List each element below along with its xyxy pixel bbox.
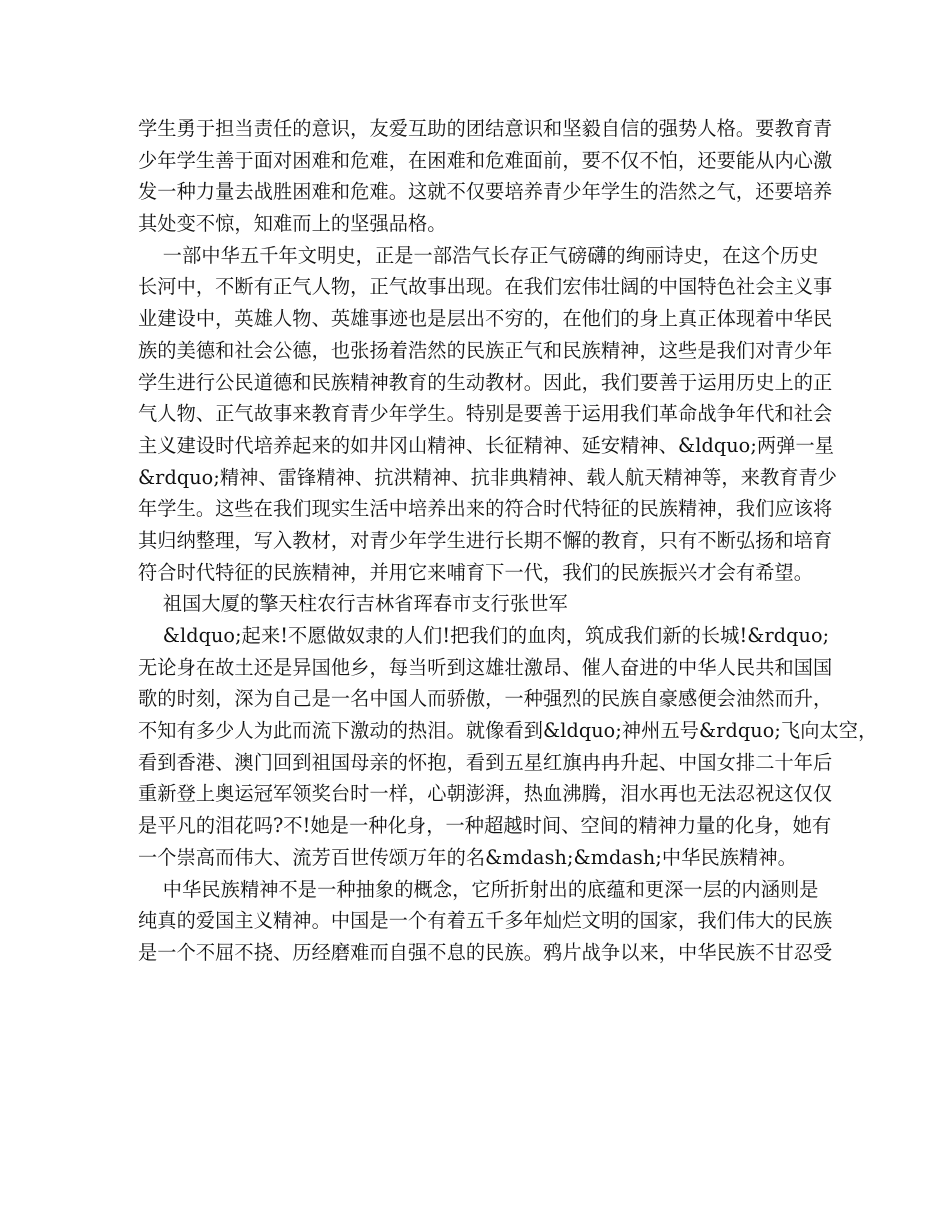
text-line: 无论身在故土还是异国他乡，每当听到这雄壮激昂、催人奋进的中华人民共和国国 [138, 655, 833, 679]
text-line: 祖国大厦的擎天柱农行吉林省珲春市支行张世军 [138, 592, 568, 616]
text-line: 族的美德和社会公德，也张扬着浩然的民族正气和民族精神，这些是我们对青少年 [138, 338, 833, 362]
text-line: 重新登上奥运冠军领奖台时一样，心朝澎湃，热血沸腾，泪水再也无法忍祝这仅仅 [138, 782, 833, 806]
text-line: 年学生。这些在我们现实生活中培养出来的符合时代特征的民族精神，我们应该将 [138, 497, 833, 521]
text-line: 少年学生善于面对困难和危难，在困难和危难面前，要不仅不怕，还要能从内心激 [138, 148, 833, 172]
text-line: 是一个不屈不挠、历经磨难而自强不息的民族。鸦片战争以来，中华民族不甘忍受 [138, 940, 833, 964]
text-line: 发一种力量去战胜困难和危难。这就不仅要培养青少年学生的浩然之气，还要培养 [138, 180, 833, 204]
text-line: &ldquo;起来!不愿做奴隶的人们!把我们的血肉，筑成我们新的长城!&rdquo; [138, 624, 830, 647]
text-line: 纯真的爱国主义精神。中国是一个有着五千多年灿烂文明的国家，我们伟大的民族 [138, 909, 833, 933]
text-line: 中华民族精神不是一种抽象的概念，它所折射出的底蕴和更深一层的内涵则是 [138, 877, 819, 901]
text-line: 其归纳整理，写入教材，对青少年学生进行长期不懈的教育，只有不断弘扬和培育 [138, 528, 833, 552]
text-line: 其处变不惊，知难而上的坚强品格。 [138, 212, 447, 236]
text-line: 学生勇于担当责任的意识，友爱互助的团结意识和坚毅自信的强势人格。要教育青 [138, 117, 833, 140]
text-line: 气人物、正气故事来教育青少年学生。特别是要善于运用我们革命战争年代和社会 [138, 402, 833, 426]
text-line: 主义建设时代培养起来的如井冈山精神、长征精神、延安精神、&ldquo;两弹一星 [138, 433, 835, 457]
text-line: 一个崇高而伟大、流芳百世传颂万年的名&mdash;&mdash;中华民族精神。 [138, 845, 797, 869]
text-line: 学生进行公民道德和民族精神教育的生动教材。因此，我们要善于运用历史上的正 [138, 370, 833, 394]
text-line: 不知有多少人为此而流下激动的热泪。就像看到&ldquo;神州五号&rdquo;飞向太空， [138, 719, 878, 743]
text-line: 符合时代特征的民族精神，并用它来哺育下一代，我们的民族振兴才会有希望。 [138, 560, 814, 584]
text-line: &rdquo;精神、雷锋精神、抗洪精神、抗非典精神、载人航天精神等，来教育青少 [138, 465, 838, 489]
document-body-text [138, 113, 878, 969]
text-line: 业建设中，英雄人物、英雄事迹也是层出不穷的，在他们的身上真正体现着中华民 [138, 307, 833, 331]
text-line: 一部中华五千年文明史，正是一部浩气长存正气磅礴的绚丽诗史，在这个历史 [138, 243, 819, 267]
text-line: 歌的时刻，深为自己是一名中国人而骄傲，一种强烈的民族自豪感便会油然而升， [138, 687, 833, 711]
text-line: 看到香港、澳门回到祖国母亲的怀抱，看到五星红旗冉冉升起、中国女排二十年后 [138, 750, 833, 774]
text-line: 是平凡的泪花吗?不!她是一种化身，一种超越时间、空间的精神力量的化身，她有 [138, 814, 832, 838]
text-line: 长河中，不断有正气人物，正气故事出现。在我们宏伟壮阔的中国特色社会主义事 [138, 275, 833, 299]
